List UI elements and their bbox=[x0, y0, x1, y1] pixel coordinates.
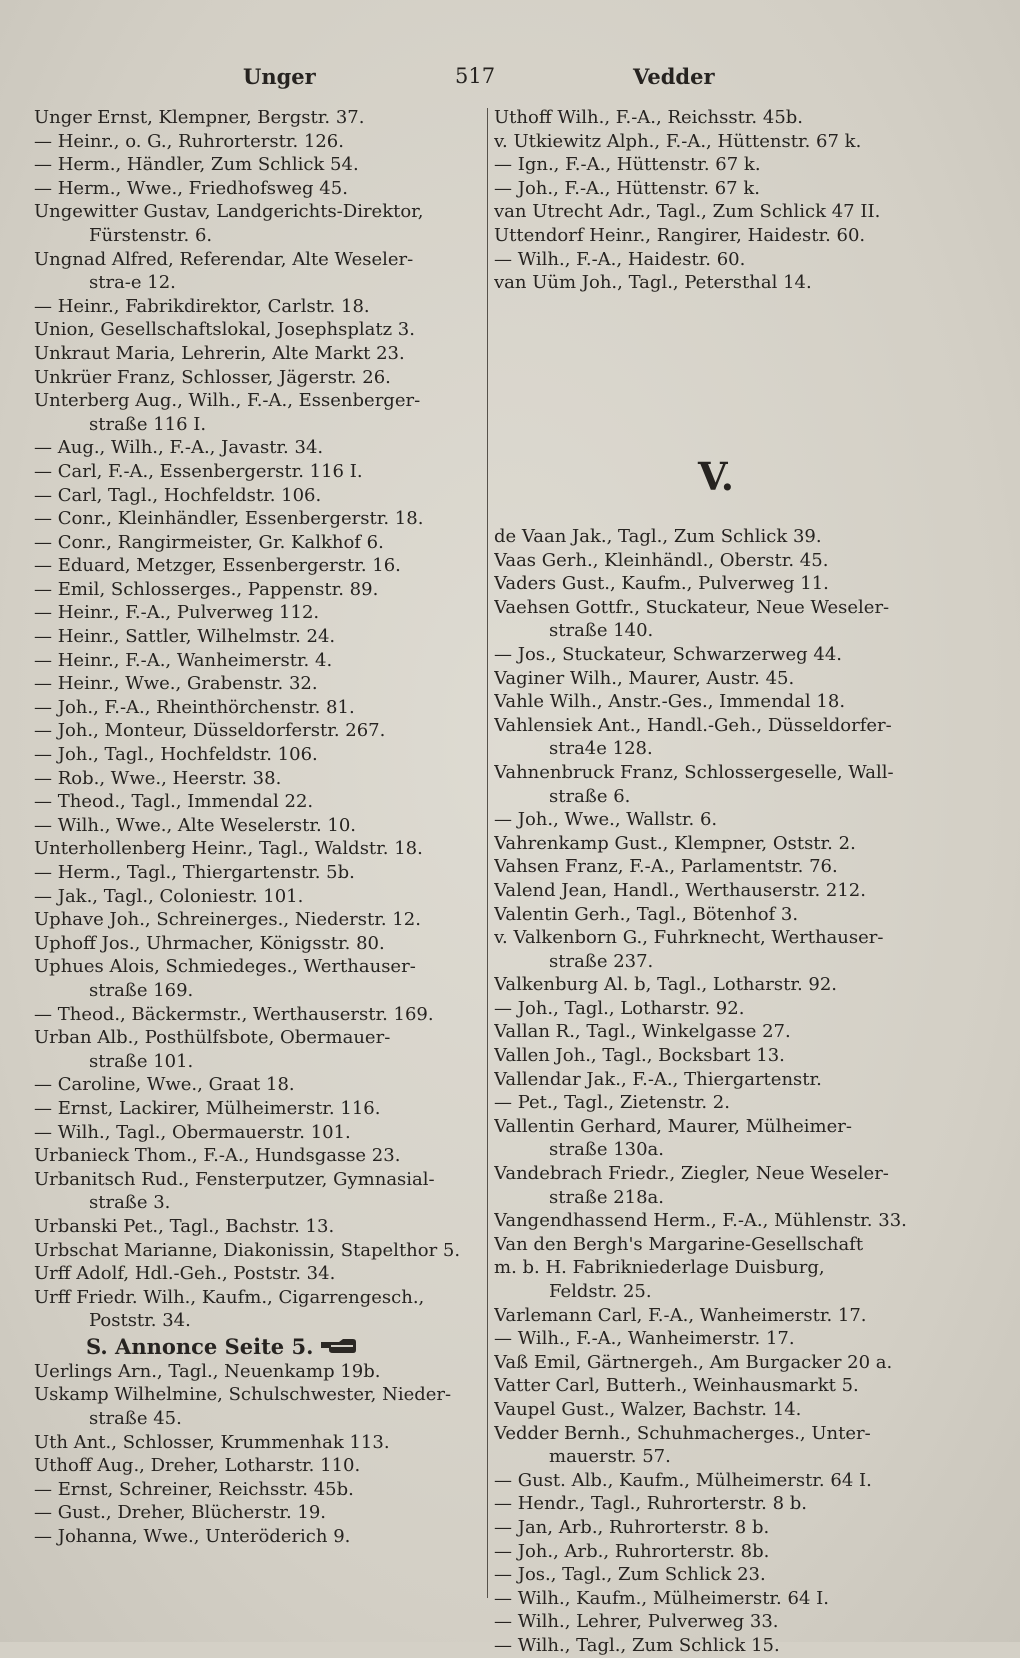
directory-entry: — Joh., Monteur, Düsseldorferstr. 267. bbox=[34, 720, 386, 742]
directory-entry: Vangendhassend Herm., F.-A., Mühlenstr. 33. bbox=[494, 1210, 907, 1232]
directory-entry: Unterhollenberg Heinr., Tagl., Waldstr. 18. bbox=[34, 838, 423, 860]
directory-entry: — Theod., Bäckermstr., Werthauserstr. 169. bbox=[34, 1003, 434, 1025]
directory-entry: Unkraut Maria, Lehrerin, Alte Markt 23. bbox=[34, 342, 405, 364]
directory-entry: stra-e 12. bbox=[89, 272, 176, 294]
directory-entry: Feldstr. 25. bbox=[549, 1281, 652, 1302]
directory-entry: — Gust., Dreher, Blücherstr. 19. bbox=[34, 1502, 327, 1524]
directory-entry: Urbanitsch Rud., Fensterputzer, Gymnasial- bbox=[34, 1168, 435, 1190]
directory-entry: — Aug., Wilh., F.-A., Javastr. 34. bbox=[34, 437, 324, 459]
directory-entry: Poststr. 34. bbox=[89, 1310, 191, 1332]
directory-entry: Vatter Carl, Butterh., Weinhausmarkt 5. bbox=[494, 1375, 859, 1397]
directory-entry: Valend Jean, Handl., Werthauserstr. 212. bbox=[494, 879, 866, 901]
directory-entry: Uphues Alois, Schmiedeges., Werthauser- bbox=[34, 956, 416, 978]
directory-entry: Varlemann Carl, F.-A., Wanheimerstr. 17. bbox=[494, 1304, 867, 1326]
directory-entry: — Ernst, Lackirer, Mülheimerstr. 116. bbox=[34, 1097, 381, 1119]
directory-entry: Vaginer Wilh., Maurer, Austr. 45. bbox=[494, 667, 795, 689]
directory-entry: Vahsen Franz, F.-A., Parlamentstr. 76. bbox=[494, 856, 838, 878]
directory-entry: Vallen Joh., Tagl., Bocksbart 13. bbox=[494, 1045, 785, 1067]
directory-entry: Vandebrach Friedr., Ziegler, Neue Weseler- bbox=[494, 1163, 889, 1185]
directory-entry: — Ign., F.-A., Hüttenstr. 67 k. bbox=[494, 154, 761, 176]
directory-entry: — Joh., Arb., Ruhrorterstr. 8b. bbox=[494, 1540, 770, 1562]
directory-entry: — Joh., Wwe., Wallstr. 6. bbox=[494, 809, 718, 831]
directory-entry: — Gust. Alb., Kaufm., Mülheimerstr. 64 I. bbox=[494, 1469, 872, 1491]
directory-entry: Vaß Emil, Gärtnergeh., Am Burgacker 20 a. bbox=[494, 1351, 893, 1373]
directory-entry: straße 130a. bbox=[549, 1139, 665, 1161]
directory-entry: — Johanna, Wwe., Unteröderich 9. bbox=[34, 1526, 351, 1548]
directory-entry: Vahlensiek Ant., Handl.-Geh., Düsseldorfer- bbox=[494, 714, 892, 736]
directory-entry: straße 101. bbox=[89, 1050, 194, 1072]
directory-entry: Urbschat Marianne, Diakonissin, Stapelthor 5. bbox=[34, 1239, 461, 1261]
directory-entry: — Caroline, Wwe., Graat 18. bbox=[34, 1074, 295, 1096]
directory-entry: — Herm., Tagl., Thiergartenstr. 5b. bbox=[34, 862, 355, 883]
directory-entry: Urban Alb., Posthülfsbote, Obermauer- bbox=[34, 1027, 391, 1049]
directory-entry: Vahnenbruck Franz, Schlossergeselle, Wall- bbox=[494, 761, 894, 783]
directory-entry: Valkenburg Al. b, Tagl., Lotharstr. 92. bbox=[494, 974, 838, 996]
directory-entry: Vahrenkamp Gust., Klempner, Oststr. 2. bbox=[494, 832, 856, 854]
running-head-left: Unger bbox=[243, 64, 316, 89]
right-column-bottom bbox=[494, 429, 928, 1658]
directory-entry: — Heinr., Fabrikdirektor, Carlstr. 18. bbox=[34, 295, 370, 317]
directory-entry: Vahle Wilh., Anstr.-Ges., Immendal 18. bbox=[494, 691, 846, 713]
directory-entry: de Vaan Jak., Tagl., Zum Schlick 39. bbox=[494, 526, 822, 547]
directory-entry: Uth Ant., Schlosser, Krummenhak 113. bbox=[34, 1431, 390, 1453]
directory-entry: Vaehsen Gottfr., Stuckateur, Neue Weseler- bbox=[494, 596, 890, 618]
directory-entry: Unkrüer Franz, Schlosser, Jägerstr. 26. bbox=[34, 366, 391, 388]
directory-entry: — Wilh., F.-A., Haidestr. 60. bbox=[494, 248, 746, 270]
directory-entry: Van den Bergh's Margarine-Gesellschaft bbox=[494, 1233, 864, 1255]
directory-entry: Urbanski Pet., Tagl., Bachstr. 13. bbox=[34, 1215, 335, 1237]
directory-entry: — Carl, F.-A., Essenbergerstr. 116 I. bbox=[34, 460, 363, 482]
directory-entry: straße 3. bbox=[89, 1192, 171, 1214]
directory-entry: — Hendr., Tagl., Ruhrorterstr. 8 b. bbox=[494, 1493, 807, 1515]
directory-entry: Union, Gesellschaftslokal, Josephsplatz 3. bbox=[34, 319, 415, 341]
running-head-right: Vedder bbox=[633, 64, 715, 89]
directory-entry: Vaupel Gust., Walzer, Bachstr. 14. bbox=[494, 1398, 802, 1420]
directory-entry: — Heinr., F.-A., Wanheimerstr. 4. bbox=[34, 649, 333, 671]
directory-entry: Vallan R., Tagl., Winkelgasse 27. bbox=[494, 1021, 791, 1043]
directory-entry: v. Valkenborn G., Fuhrknecht, Werthauser- bbox=[494, 927, 884, 949]
directory-entry: stra4e 128. bbox=[549, 738, 653, 760]
directory-entry: Fürstenstr. 6. bbox=[89, 224, 213, 246]
directory-entry: — Jan, Arb., Ruhrorterstr. 8 b. bbox=[494, 1516, 770, 1538]
directory-entry: — Wilh., Lehrer, Pulverweg 33. bbox=[494, 1611, 779, 1633]
directory-entry: — Jos., Stuckateur, Schwarzerweg 44. bbox=[494, 643, 843, 665]
directory-entry: v. Utkiewitz Alph., F.-A., Hüttenstr. 67 k. bbox=[494, 130, 862, 152]
directory-entry: Vaas Gerh., Kleinhändl., Oberstr. 45. bbox=[494, 549, 829, 571]
directory-entry: Uthoff Aug., Dreher, Lotharstr. 110. bbox=[34, 1455, 361, 1477]
directory-entry: mauerstr. 57. bbox=[549, 1446, 671, 1468]
directory-entry: Vallentin Gerhard, Maurer, Mülheimer- bbox=[494, 1115, 852, 1137]
directory-entry: Urff Adolf, Hdl.-Geh., Poststr. 34. bbox=[34, 1263, 336, 1285]
directory-entry: — Wilh., F.-A., Wanheimerstr. 17. bbox=[494, 1328, 795, 1350]
directory-entry: m. b. H. Fabrikniederlage Duisburg, bbox=[494, 1257, 825, 1279]
directory-entry: — Wilh., Kaufm., Mülheimerstr. 64 I. bbox=[494, 1587, 829, 1609]
left-column bbox=[34, 106, 474, 1549]
advertisement-notice bbox=[34, 1333, 474, 1360]
directory-entry: — Carl, Tagl., Hochfeldstr. 106. bbox=[34, 484, 322, 506]
right-column-top bbox=[494, 106, 928, 295]
pointing-hand-icon bbox=[319, 1335, 357, 1362]
directory-entry: straße 6. bbox=[549, 785, 631, 807]
directory-entry: Uttendorf Heinr., Rangirer, Haidestr. 60. bbox=[494, 224, 866, 246]
directory-entry: — Conr., Rangirmeister, Gr. Kalkhof 6. bbox=[34, 531, 384, 553]
directory-entry: — Theod., Tagl., Immendal 22. bbox=[34, 791, 314, 813]
notice-label: S. Annonce Seite 5. bbox=[86, 1333, 314, 1359]
directory-entry: Vedder Bernh., Schuhmacherges., Unter- bbox=[494, 1422, 871, 1444]
directory-entry: Vallendar Jak., F.-A., Thiergartenstr. bbox=[494, 1068, 822, 1090]
directory-entry: Urff Friedr. Wilh., Kaufm., Cigarrengesch., bbox=[34, 1286, 425, 1308]
directory-entry: Valentin Gerh., Tagl., Bötenhof 3. bbox=[494, 903, 799, 925]
directory-entry: Uphave Joh., Schreinerges., Niederstr. 12. bbox=[34, 909, 421, 931]
directory-entry: — Wilh., Tagl., Obermauerstr. 101. bbox=[34, 1121, 351, 1143]
directory-entry: Vaders Gust., Kaufm., Pulverweg 11. bbox=[494, 573, 829, 595]
directory-entry: van Utrecht Adr., Tagl., Zum Schlick 47 II. bbox=[494, 201, 881, 223]
directory-entry: — Joh., Tagl., Hochfeldstr. 106. bbox=[34, 744, 318, 766]
directory-entry: — Ernst, Schreiner, Reichsstr. 45b. bbox=[34, 1478, 354, 1500]
directory-entry: Urbanieck Thom., F.-A., Hundsgasse 23. bbox=[34, 1145, 401, 1167]
directory-entry: straße 45. bbox=[89, 1408, 182, 1430]
directory-entry: Uphoff Jos., Uhrmacher, Königsstr. 80. bbox=[34, 932, 385, 954]
directory-entry: — Conr., Kleinhändler, Essenbergerstr. 18. bbox=[34, 508, 424, 530]
directory-entry: Uskamp Wilhelmine, Schulschwester, Nieder- bbox=[34, 1384, 452, 1406]
section-letter: V. bbox=[697, 454, 735, 499]
directory-entry: — Joh., F.-A., Rheinthörchenstr. 81. bbox=[34, 696, 355, 718]
directory-entry: — Wilh., Wwe., Alte Weselerstr. 10. bbox=[34, 814, 357, 836]
directory-entry: straße 116 I. bbox=[89, 413, 207, 435]
directory-entry: — Rob., Wwe., Heerstr. 38. bbox=[34, 767, 282, 789]
directory-entry: — Heinr., o. G., Ruhrorterstr. 126. bbox=[34, 130, 344, 152]
directory-entry: — Herm., Händler, Zum Schlick 54. bbox=[34, 154, 359, 176]
directory-entry: van Uüm Joh., Tagl., Petersthal 14. bbox=[494, 272, 812, 294]
directory-entry: Unterberg Aug., Wilh., F.-A., Essenberger- bbox=[34, 390, 421, 412]
directory-entry: — Joh., F.-A., Hüttenstr. 67 k. bbox=[494, 177, 760, 199]
directory-entry: — Heinr., Wwe., Grabenstr. 32. bbox=[34, 673, 318, 695]
running-head bbox=[0, 58, 1020, 94]
column-divider bbox=[487, 108, 488, 1598]
directory-entry: — Heinr., F.-A., Pulverweg 112. bbox=[34, 602, 320, 624]
directory-entry: straße 169. bbox=[89, 979, 194, 1001]
directory-entry: — Wilh., Tagl., Zum Schlick 15. bbox=[494, 1634, 780, 1656]
directory-entry: Ungnad Alfred, Referendar, Alte Weseler- bbox=[34, 248, 414, 270]
directory-entry: — Pet., Tagl., Zietenstr. 2. bbox=[494, 1092, 730, 1114]
directory-entry: Ungewitter Gustav, Landgerichts-Direktor, bbox=[34, 201, 424, 223]
directory-entry: straße 218a. bbox=[549, 1186, 665, 1208]
directory-entry: — Herm., Wwe., Friedhofsweg 45. bbox=[34, 177, 348, 199]
directory-entry: Uthoff Wilh., F.-A., Reichsstr. 45b. bbox=[494, 107, 804, 128]
directory-entry: straße 237. bbox=[549, 950, 654, 972]
directory-entry: — Heinr., Sattler, Wilhelmstr. 24. bbox=[34, 626, 336, 648]
directory-entry: — Joh., Tagl., Lotharstr. 92. bbox=[494, 997, 745, 1019]
directory-entry: — Eduard, Metzger, Essenbergerstr. 16. bbox=[34, 555, 401, 577]
directory-entry: — Emil, Schlosserges., Pappenstr. 89. bbox=[34, 578, 379, 600]
directory-entry: — Jos., Tagl., Zum Schlick 23. bbox=[494, 1564, 766, 1586]
page-number: 517 bbox=[455, 64, 496, 88]
directory-entry: Uerlings Arn., Tagl., Neuenkamp 19b. bbox=[34, 1360, 381, 1382]
directory-entry: — Jak., Tagl., Coloniestr. 101. bbox=[34, 885, 304, 907]
directory-entry: Unger Ernst, Klempner, Bergstr. 37. bbox=[34, 107, 365, 128]
directory-entry: straße 140. bbox=[549, 620, 654, 642]
